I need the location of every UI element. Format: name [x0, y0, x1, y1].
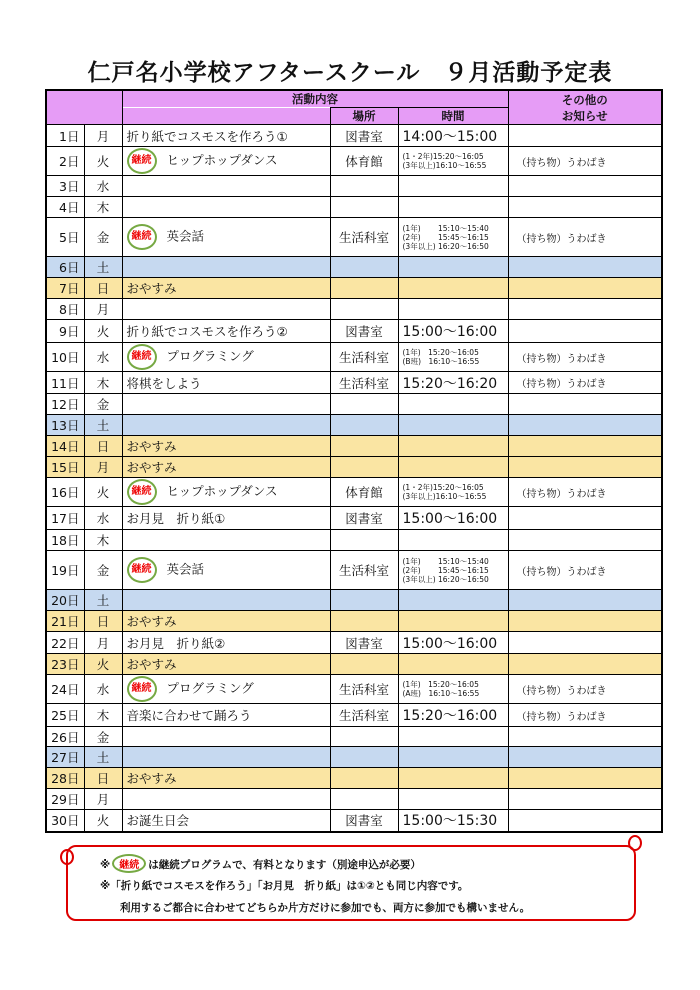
table-row	[46, 727, 662, 747]
footer-line-2: ※「折り紙でコスモスを作ろう」「お月見 折り紙」は①②とも同じ内容です。	[100, 880, 469, 892]
time-cell	[398, 747, 508, 768]
time-line: 15:00〜16:00	[402, 511, 498, 527]
table-row	[46, 147, 662, 176]
time-cell	[398, 320, 508, 343]
time-line: (3年以上)16:10〜16:55	[402, 492, 487, 501]
activity-label: おやすみ	[126, 614, 177, 629]
activity-cell	[122, 530, 330, 551]
place-cell	[330, 436, 398, 457]
date-cell: 11日	[46, 372, 84, 394]
notes-cell: （持ち物）うわばき	[508, 218, 662, 257]
notes-cell	[508, 394, 662, 415]
activity-cell	[122, 299, 330, 320]
time-cell	[398, 478, 508, 507]
time-cell	[398, 810, 508, 832]
weekday-cell: 火	[84, 654, 122, 675]
time-line: 15:20〜16:20	[402, 375, 498, 392]
time-line: (1年) 15:10〜15:40	[402, 223, 489, 233]
place-cell	[330, 415, 398, 436]
time-line: 15:00〜16:00	[402, 324, 498, 340]
notes-cell	[508, 320, 662, 343]
weekday-cell: 火	[84, 810, 122, 832]
place-cell: 生活科室	[330, 704, 398, 727]
activity-cell	[122, 125, 330, 147]
header-notes	[508, 90, 662, 125]
activity-cell	[122, 457, 330, 478]
notes-cell	[508, 590, 662, 611]
date-cell: 3日	[46, 176, 84, 197]
activity-cell	[122, 590, 330, 611]
time-cell	[398, 530, 508, 551]
notes-cell	[508, 278, 662, 299]
time-cell	[398, 590, 508, 611]
date-cell: 22日	[46, 632, 84, 654]
activity-cell	[122, 768, 330, 789]
time-line: 15:00〜15:30	[402, 813, 498, 830]
weekday-cell: 木	[84, 372, 122, 394]
header-date	[46, 90, 122, 125]
time-line: (1年) 15:10〜15:40	[402, 556, 489, 566]
date-cell: 29日	[46, 789, 84, 810]
place-cell: 図書室	[330, 320, 398, 343]
place-cell	[330, 257, 398, 278]
time-line: (3年以上) 16:20〜16:50	[402, 574, 489, 584]
table-row	[46, 611, 662, 632]
activity-label: おやすみ	[126, 657, 177, 672]
activity-label: おやすみ	[126, 771, 177, 786]
place-cell: 体育館	[330, 147, 398, 176]
continuation-badge: 継続	[127, 148, 157, 174]
header-notes-line2: お知らせ	[561, 108, 608, 123]
time-cell	[398, 611, 508, 632]
weekday-cell: 水	[84, 675, 122, 704]
date-cell: 7日	[46, 278, 84, 299]
weekday-cell: 金	[84, 727, 122, 747]
activity-cell	[122, 654, 330, 675]
weekday-cell: 金	[84, 218, 122, 257]
activity-label: 英会話	[166, 228, 205, 244]
time-line: (A班) 16:10〜16:55	[402, 689, 480, 698]
time-cell	[398, 789, 508, 810]
activity-label: 英会話	[166, 561, 205, 577]
activity-cell	[122, 747, 330, 768]
place-cell	[330, 768, 398, 789]
date-cell: 9日	[46, 320, 84, 343]
date-cell: 14日	[46, 436, 84, 457]
time-line: (1・2年)15:20〜16:05	[402, 483, 484, 492]
table-row	[46, 704, 662, 727]
weekday-cell: 日	[84, 768, 122, 789]
notes-cell	[508, 810, 662, 832]
date-cell: 16日	[46, 478, 84, 507]
weekday-cell: 日	[84, 278, 122, 299]
weekday-cell: 日	[84, 611, 122, 632]
table-row	[46, 654, 662, 675]
date-cell: 4日	[46, 197, 84, 218]
time-cell	[398, 457, 508, 478]
table-row	[46, 278, 662, 299]
place-cell	[330, 530, 398, 551]
continuation-badge: 継続	[112, 854, 146, 873]
activity-label: お誕生日会	[126, 813, 190, 829]
table-row	[46, 125, 662, 147]
table-row	[46, 810, 662, 832]
time-cell	[398, 176, 508, 197]
time-cell	[398, 394, 508, 415]
table-row	[46, 218, 662, 257]
activity-label: 折り紙でコスモスを作ろう①	[126, 128, 288, 144]
notes-cell: （持ち物）うわばき	[508, 343, 662, 372]
schedule-rows	[46, 125, 662, 832]
date-cell: 20日	[46, 590, 84, 611]
header-notes-line1: その他の	[561, 92, 608, 107]
place-cell	[330, 590, 398, 611]
footer-line-3: 利用するご都合に合わせてどちらか片方だけに参加でも、両方に参加でも構いません。	[120, 902, 531, 914]
table-row	[46, 197, 662, 218]
date-cell: 27日	[46, 747, 84, 768]
date-cell: 23日	[46, 654, 84, 675]
place-cell	[330, 611, 398, 632]
activity-cell	[122, 218, 330, 257]
table-row	[46, 436, 662, 457]
time-cell	[398, 507, 508, 530]
continuation-badge: 継続	[127, 344, 157, 370]
notes-cell	[508, 611, 662, 632]
footer-line-1-text: は継続プログラムで、有料となります（別途申込が必要）	[148, 859, 421, 871]
date-cell: 17日	[46, 507, 84, 530]
activity-label: 折り紙でコスモスを作ろう②	[126, 324, 288, 339]
date-cell: 24日	[46, 675, 84, 704]
notes-cell	[508, 768, 662, 789]
time-cell	[398, 257, 508, 278]
activity-cell	[122, 611, 330, 632]
time-cell	[398, 299, 508, 320]
date-cell: 13日	[46, 415, 84, 436]
table-row	[46, 372, 662, 394]
scroll-curl-icon	[60, 849, 74, 865]
notes-cell	[508, 299, 662, 320]
time-line: (1・2年)15:20〜16:05	[402, 152, 484, 161]
place-cell: 生活科室	[330, 551, 398, 590]
activity-label: おやすみ	[126, 460, 177, 475]
weekday-cell: 火	[84, 478, 122, 507]
notes-cell	[508, 727, 662, 747]
date-cell: 15日	[46, 457, 84, 478]
table-row	[46, 320, 662, 343]
place-cell: 生活科室	[330, 343, 398, 372]
place-cell	[330, 727, 398, 747]
activity-label: ヒップホップダンス	[166, 483, 278, 499]
weekday-cell: 水	[84, 343, 122, 372]
activity-cell	[122, 704, 330, 727]
date-cell: 2日	[46, 147, 84, 176]
time-line: (1年) 15:20〜16:05	[402, 680, 479, 689]
table-row	[46, 590, 662, 611]
weekday-cell: 水	[84, 507, 122, 530]
place-cell: 生活科室	[330, 675, 398, 704]
place-cell: 体育館	[330, 478, 398, 507]
table-row	[46, 478, 662, 507]
activity-cell	[122, 343, 330, 372]
date-cell: 1日	[46, 125, 84, 147]
notes-cell	[508, 654, 662, 675]
weekday-cell: 月	[84, 299, 122, 320]
notes-cell: （持ち物）うわばき	[508, 147, 662, 176]
page-title: 仁戸名小学校アフタースクール ９月活動予定表	[87, 60, 613, 86]
notes-cell	[508, 747, 662, 768]
time-line: (2年) 15:45〜16:15	[402, 565, 489, 575]
place-cell	[330, 457, 398, 478]
time-cell	[398, 147, 508, 176]
header-place: 場所	[330, 108, 398, 125]
activity-label: おやすみ	[126, 281, 177, 296]
activity-label: プログラミング	[166, 348, 254, 364]
time-line: 15:00〜16:00	[402, 635, 498, 652]
table-row	[46, 530, 662, 551]
place-cell	[330, 278, 398, 299]
place-cell	[330, 176, 398, 197]
activity-label: おやすみ	[126, 439, 177, 454]
date-cell: 30日	[46, 810, 84, 832]
place-cell	[330, 789, 398, 810]
notes-cell	[508, 197, 662, 218]
table-row	[46, 257, 662, 278]
weekday-cell: 木	[84, 530, 122, 551]
notes-cell	[508, 176, 662, 197]
activity-label: 将棋をしよう	[126, 375, 202, 391]
weekday-cell: 水	[84, 176, 122, 197]
place-cell: 生活科室	[330, 372, 398, 394]
activity-cell	[122, 436, 330, 457]
date-cell: 26日	[46, 727, 84, 747]
activity-cell	[122, 507, 330, 530]
time-cell	[398, 343, 508, 372]
place-cell: 図書室	[330, 125, 398, 147]
activity-cell	[122, 320, 330, 343]
weekday-cell: 火	[84, 320, 122, 343]
time-cell	[398, 551, 508, 590]
activity-cell	[122, 257, 330, 278]
time-line: (3年以上) 16:20〜16:50	[402, 241, 489, 251]
activity-label: お月見 折り紙①	[126, 511, 226, 526]
place-cell: 生活科室	[330, 218, 398, 257]
table-row	[46, 747, 662, 768]
activity-cell	[122, 789, 330, 810]
place-cell: 図書室	[330, 632, 398, 654]
time-cell	[398, 415, 508, 436]
date-cell: 25日	[46, 704, 84, 727]
time-cell	[398, 372, 508, 394]
weekday-cell: 土	[84, 415, 122, 436]
notes-cell	[508, 507, 662, 530]
place-cell: 図書室	[330, 810, 398, 832]
time-cell	[398, 436, 508, 457]
date-cell: 5日	[46, 218, 84, 257]
time-cell	[398, 768, 508, 789]
time-line: 15:20〜16:00	[402, 708, 498, 724]
footer-note-scroll	[66, 845, 636, 921]
notes-cell	[508, 436, 662, 457]
weekday-cell: 土	[84, 747, 122, 768]
activity-label: お月見 折り紙②	[126, 635, 226, 651]
weekday-cell: 日	[84, 436, 122, 457]
notes-cell: （持ち物）うわばき	[508, 551, 662, 590]
table-row	[46, 632, 662, 654]
notes-cell: （持ち物）うわばき	[508, 478, 662, 507]
header-activity: 活動内容	[122, 90, 508, 108]
date-cell: 12日	[46, 394, 84, 415]
time-cell	[398, 675, 508, 704]
date-cell: 8日	[46, 299, 84, 320]
header-time: 時間	[398, 108, 508, 125]
activity-label: プログラミング	[166, 680, 254, 696]
weekday-cell: 月	[84, 457, 122, 478]
date-cell: 10日	[46, 343, 84, 372]
time-line: (B班) 16:10〜16:55	[402, 357, 480, 366]
weekday-cell: 木	[84, 704, 122, 727]
header-activity-spacer	[122, 108, 330, 125]
schedule-table	[45, 89, 663, 833]
table-row	[46, 415, 662, 436]
time-line: (3年以上)16:10〜16:55	[402, 161, 487, 170]
time-cell	[398, 654, 508, 675]
date-cell: 18日	[46, 530, 84, 551]
table-row	[46, 343, 662, 372]
place-cell	[330, 747, 398, 768]
notes-cell	[508, 789, 662, 810]
date-cell: 21日	[46, 611, 84, 632]
activity-cell	[122, 478, 330, 507]
time-cell	[398, 727, 508, 747]
notes-cell: （持ち物）うわばき	[508, 704, 662, 727]
notes-cell: （持ち物）うわばき	[508, 675, 662, 704]
weekday-cell: 金	[84, 394, 122, 415]
notes-cell	[508, 125, 662, 147]
continuation-badge: 継続	[127, 676, 157, 702]
activity-cell	[122, 675, 330, 704]
time-cell	[398, 632, 508, 654]
date-cell: 28日	[46, 768, 84, 789]
notes-cell: （持ち物）うわばき	[508, 372, 662, 394]
notes-cell	[508, 457, 662, 478]
weekday-cell: 月	[84, 125, 122, 147]
activity-cell	[122, 197, 330, 218]
place-cell: 図書室	[330, 507, 398, 530]
time-line: 14:00〜15:00	[402, 128, 498, 145]
activity-cell	[122, 278, 330, 299]
footer-line-1	[100, 854, 421, 873]
place-cell	[330, 197, 398, 218]
weekday-cell: 土	[84, 590, 122, 611]
date-cell: 6日	[46, 257, 84, 278]
date-cell: 19日	[46, 551, 84, 590]
table-row	[46, 176, 662, 197]
notes-cell	[508, 257, 662, 278]
table-row	[46, 768, 662, 789]
weekday-cell: 火	[84, 147, 122, 176]
activity-cell	[122, 727, 330, 747]
table-row	[46, 507, 662, 530]
weekday-cell: 月	[84, 789, 122, 810]
weekday-cell: 木	[84, 197, 122, 218]
time-line: (1年) 15:20〜16:05	[402, 348, 479, 357]
table-row	[46, 675, 662, 704]
activity-label: 音楽に合わせて踊ろう	[126, 708, 252, 723]
table-row	[46, 299, 662, 320]
activity-cell	[122, 147, 330, 176]
weekday-cell: 月	[84, 632, 122, 654]
activity-cell	[122, 372, 330, 394]
time-cell	[398, 278, 508, 299]
continuation-badge: 継続	[127, 479, 157, 505]
continuation-badge: 継続	[127, 557, 157, 583]
place-cell	[330, 299, 398, 320]
activity-label: ヒップホップダンス	[166, 152, 278, 168]
place-cell	[330, 394, 398, 415]
footer-mark: ※	[100, 859, 111, 871]
time-cell	[398, 218, 508, 257]
table-row	[46, 457, 662, 478]
time-cell	[398, 125, 508, 147]
table-row	[46, 394, 662, 415]
time-cell	[398, 704, 508, 727]
table-row	[46, 551, 662, 590]
scroll-curl-icon	[628, 835, 642, 851]
notes-cell	[508, 415, 662, 436]
activity-cell	[122, 394, 330, 415]
activity-cell	[122, 551, 330, 590]
place-cell	[330, 654, 398, 675]
table-row	[46, 789, 662, 810]
activity-cell	[122, 176, 330, 197]
time-cell	[398, 197, 508, 218]
weekday-cell: 土	[84, 257, 122, 278]
time-line: (2年) 15:45〜16:15	[402, 232, 489, 242]
weekday-cell: 金	[84, 551, 122, 590]
activity-cell	[122, 810, 330, 832]
continuation-badge: 継続	[127, 224, 157, 250]
activity-cell	[122, 632, 330, 654]
notes-cell	[508, 530, 662, 551]
notes-cell	[508, 632, 662, 654]
activity-cell	[122, 415, 330, 436]
